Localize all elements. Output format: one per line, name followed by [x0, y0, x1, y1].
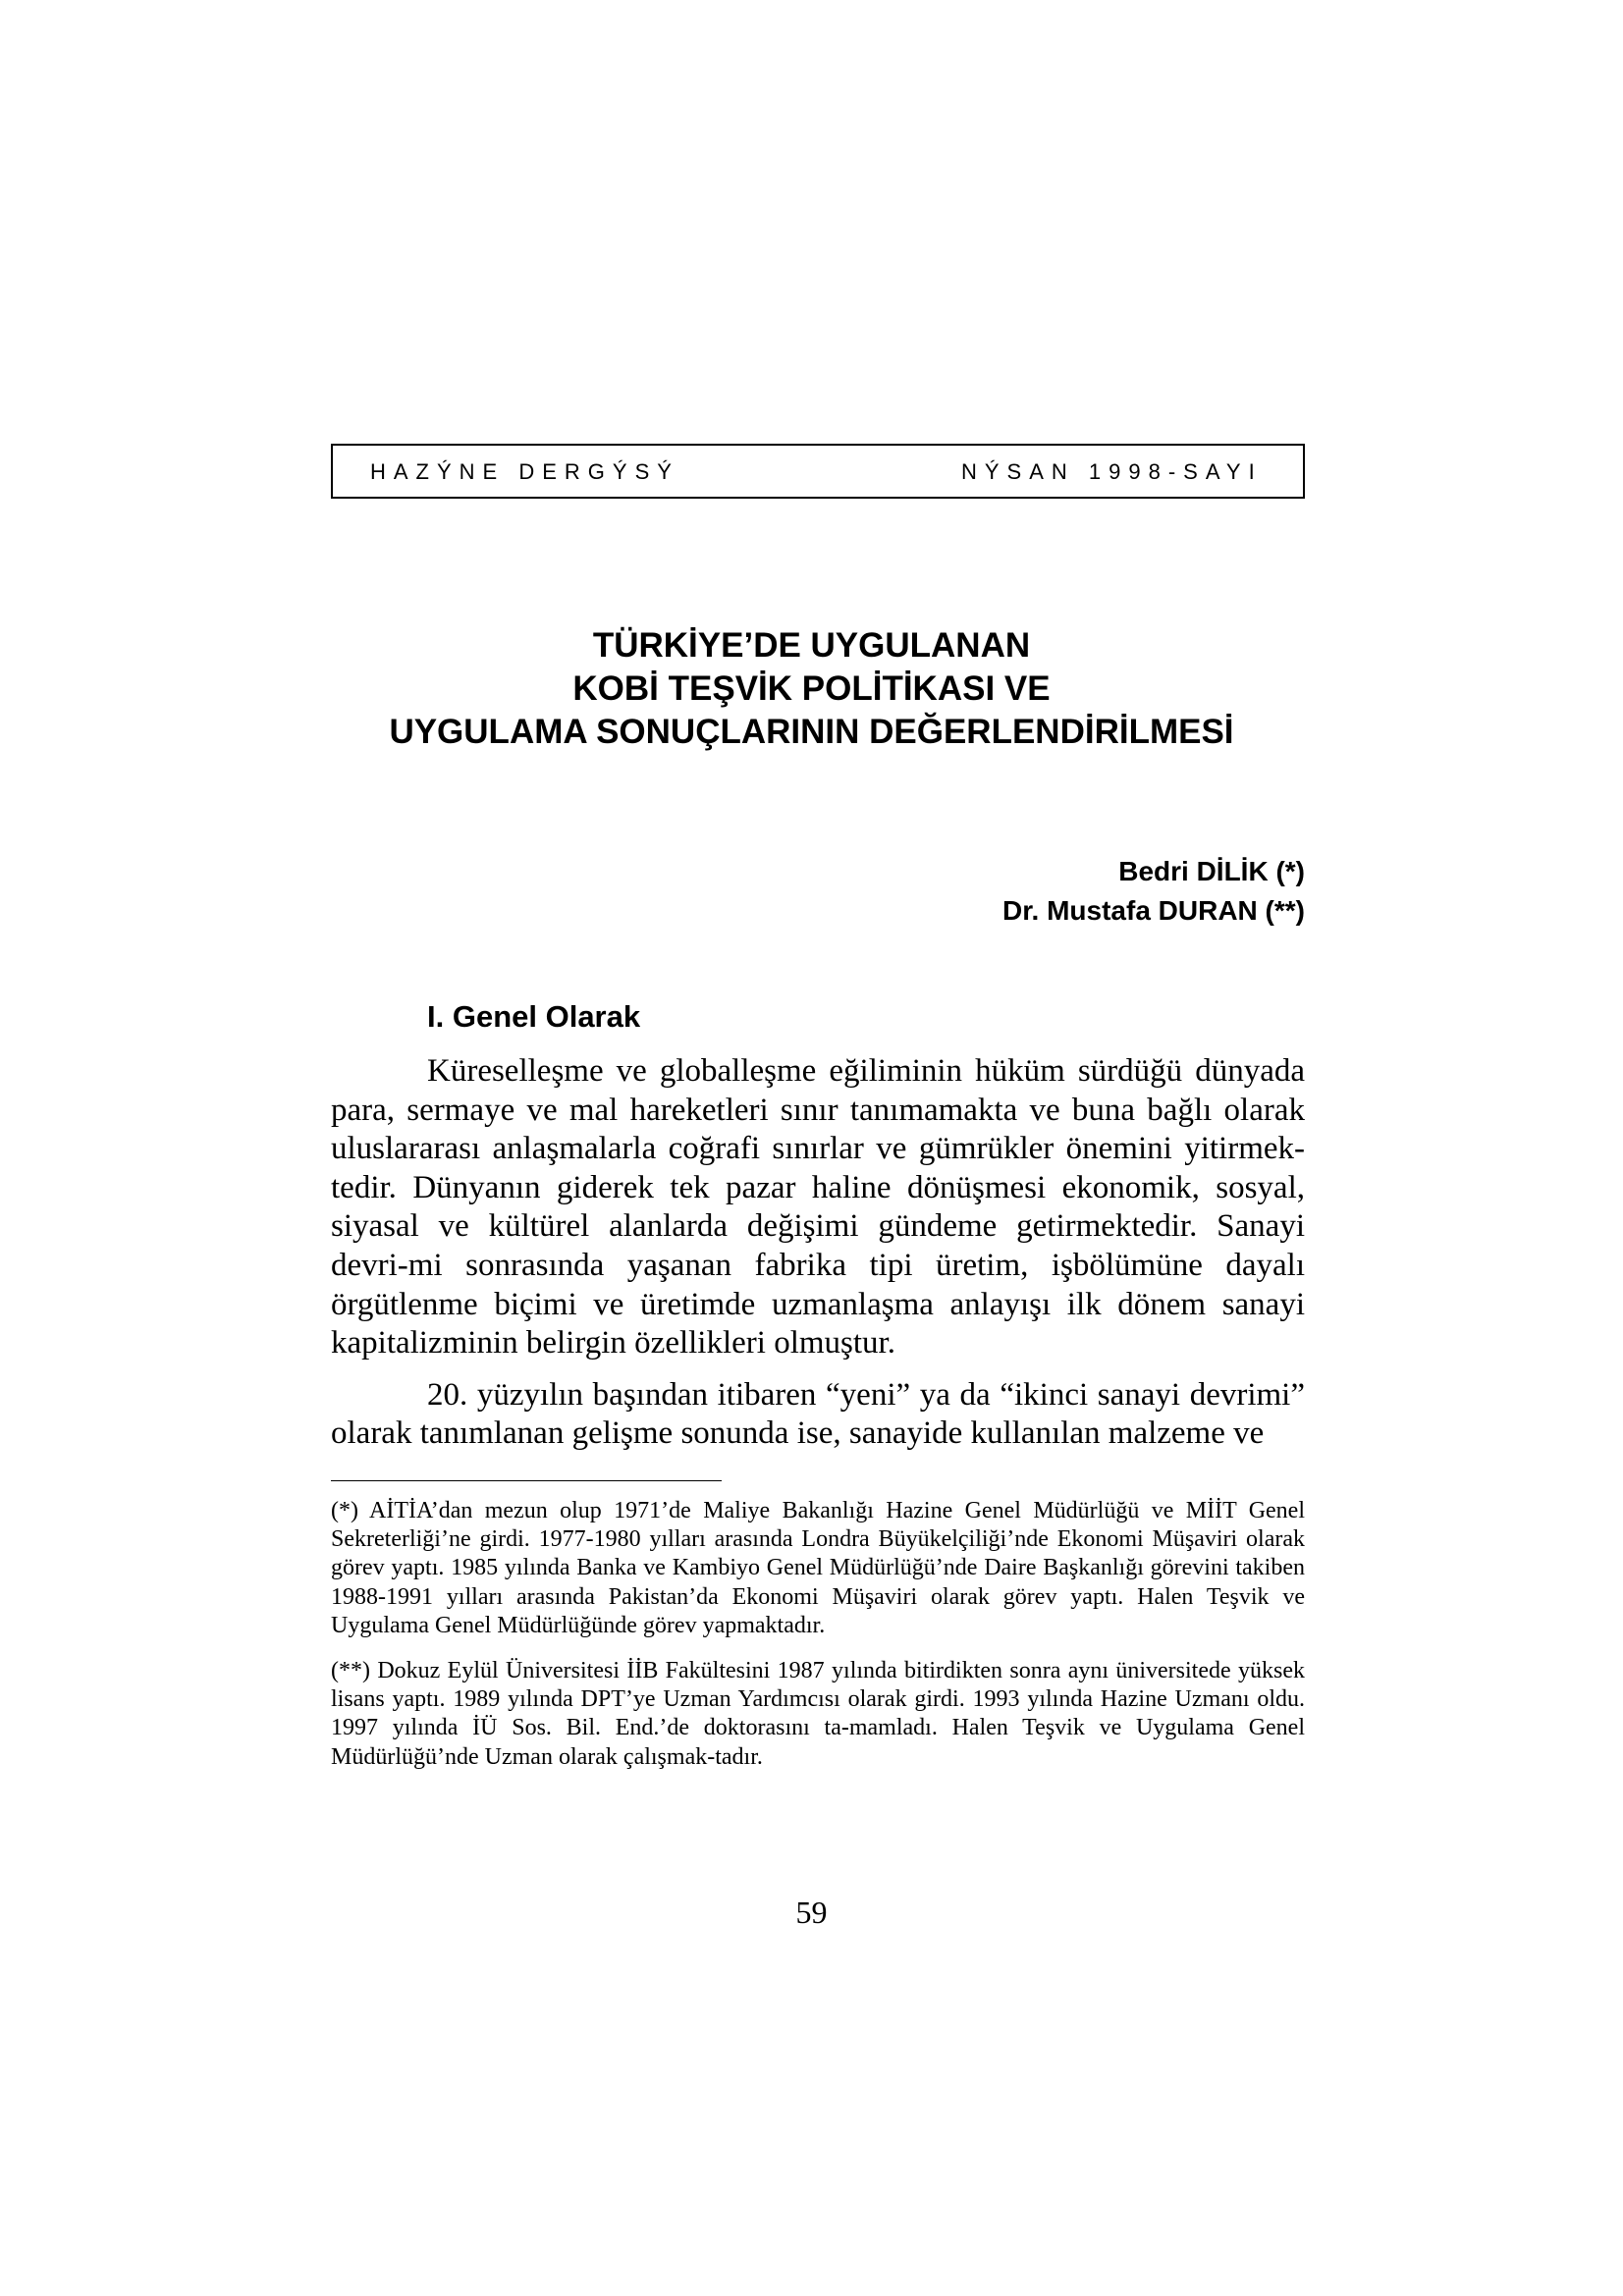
title-line-1: TÜRKİYE’DE UYGULANAN: [592, 626, 1031, 665]
page-number: 59: [795, 1895, 828, 1930]
author-2: Dr. Mustafa DURAN (**): [1001, 895, 1305, 926]
author-1: Bedri DİLİK (*): [1118, 856, 1305, 886]
title-line-3: UYGULAMA SONUÇLARININ DEĞERLENDİRİLMESİ: [389, 713, 1234, 751]
paragraph-2: 20. yüzyılın başından itibaren “yeni” ya da “ikinci sanayi devrimi” olarak tanımlanan gelişme sonunda ise, sanayide kullanılan malzeme ve: [331, 1376, 1305, 1452]
paragraph-1: Küreselleşme ve globalleşme eğiliminin hüküm sürdüğü dünyada para, sermaye ve mal hareketleri sınır tanımamakta ve buna bağlı olarak uluslararası anlaşmalarla coğrafi sınırlar ve gümrükler önemini yitirmek-tedir. Dünyanın giderek tek pazar haline dönüşmesi ekonomik, sosyal, siyasal ve kültürel alanlarda değişimi gündeme getirmektedir. Sanayi devri-mi sonrasında yaşanan fabrika tipi üretim, işbölümüne dayalı örgütlenme biçimi ve üretimde uzmanlaşma anlayışı ilk dönem sanayi kapitalizminin belirgin özellikleri olmuştur.: [331, 1053, 1305, 1362]
footnotes: [331, 1497, 1305, 1772]
body-text: [331, 1052, 1305, 1454]
article-title: [196, 624, 1427, 754]
footnote-2: (**) Dokuz Eylül Üniversitesi İİB Fakültesini 1987 yılında bitirdikten sonra aynı üniversitede yüksek lisans yaptı. 1989 yılında DPT’ye Uzman Yardımcısı olarak girdi. 1993 yılında Hazine Uzmanı oldu. 1997 yılında İÜ Sos. Bil. End.’de doktorasını ta-mamladı. Halen Teşvik ve Uygulama Genel Müdürlüğü’nde Uzman olarak çalışmak-tadır.: [331, 1658, 1305, 1770]
section-heading: I. Genel Olarak: [427, 999, 641, 1034]
title-line-2: KOBİ TEŞVİK POLİTİKASI VE: [572, 669, 1051, 708]
footnote-divider: [331, 1480, 722, 1481]
running-header: [331, 444, 1305, 499]
journal-name: HAZÝNE DERGÝSÝ: [370, 459, 679, 484]
author-block: [1002, 852, 1305, 931]
footnote-1: (*) AİTİA’dan mezun olup 1971’de Maliye Bakanlığı Hazine Genel Müdürlüğü ve MİİT Genel Sekreterliği’ne girdi. 1977-1980 yılları arasında Londra Büyükelçiliği’nde Ekonomi Müşaviri olarak görev yaptı. 1985 yılında Banka ve Kambiyo Genel Müdürlüğü’nde Daire Başkanlığı görevini takiben 1988-1991 yılları arasında Pakistan’da Ekonomi Müşaviri olarak görev yaptı. Halen Teşvik ve Uygulama Genel Müdürlüğünde görev yapmaktadır.: [331, 1498, 1305, 1638]
issue-date: NÝSAN 1998-SAYI: [961, 459, 1263, 484]
